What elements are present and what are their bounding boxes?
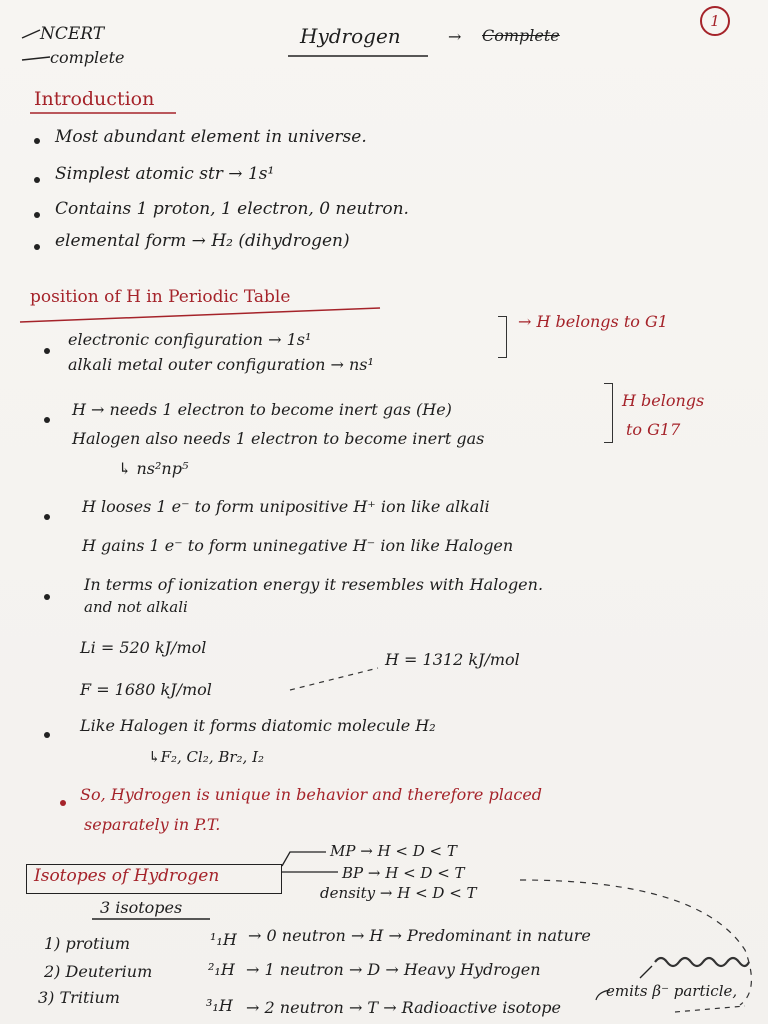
intro-heading: Introduction — [34, 88, 155, 110]
title-arrow: → — [448, 27, 462, 46]
isotope-symbol: ¹₁H — [210, 930, 237, 949]
intro-item: Contains 1 proton, 1 electron, 0 neutron. — [55, 199, 409, 219]
isotope-symbol: ²₁H — [208, 960, 235, 979]
page-number-badge: 1 — [700, 6, 730, 36]
isotope-name: 3) Tritium — [38, 988, 120, 1007]
complete-struck-label: Complete — [482, 26, 560, 45]
complete-sub-label: complete — [50, 48, 125, 67]
isotope-mp: MP → H < D < T — [330, 842, 457, 860]
isotope-symbol: ³₁H — [206, 996, 233, 1015]
ec-line-1: electronic configuration → 1s¹ — [68, 330, 312, 349]
ec-line-2: alkali metal outer configuration → ns¹ — [68, 355, 374, 374]
isotope-detail: → 0 neutron → H → Predominant in nature — [248, 926, 591, 945]
emits-note: emits β⁻ particle, — [606, 982, 738, 1000]
ie-li: Li = 520 kJ/mol — [80, 638, 207, 657]
inert-result-2: to G17 — [626, 420, 681, 439]
isotope-bp: BP → H < D < T — [342, 864, 465, 882]
ie-f: F = 1680 kJ/mol — [80, 680, 212, 699]
ie-line-1: In terms of ionization energy it resembles with Halogen. — [84, 575, 544, 594]
isotope-count: 3 isotopes — [100, 898, 183, 917]
position-heading: position of H in Periodic Table — [30, 287, 291, 307]
unique-line-2: separately in P.T. — [84, 815, 221, 834]
isotope-name: 1) protium — [44, 934, 131, 953]
intro-item: Most abundant element in universe. — [55, 127, 367, 147]
unique-line-1: So, Hydrogen is unique in behavior and therefore placed — [80, 785, 543, 804]
page-title: Hydrogen — [300, 24, 401, 48]
ncert-label: NCERT — [40, 24, 105, 44]
inert-line-2: Halogen also needs 1 electron to become inert gas — [72, 429, 485, 448]
diatomic-line-1: Like Halogen it forms diatomic molecule H₂ — [80, 716, 436, 735]
isotope-detail: → 2 neutron → T → Radioactive isotope — [246, 998, 561, 1017]
intro-item: Simplest atomic str → 1s¹ — [55, 164, 275, 184]
isotopes-heading: Isotopes of Hydrogen — [34, 866, 220, 886]
ie-line-2: and not alkali — [84, 598, 188, 616]
isotope-detail: → 1 neutron → D → Heavy Hydrogen — [246, 960, 541, 979]
isotope-name: 2) Deuterium — [44, 962, 153, 981]
ion-line-1: H looses 1 e⁻ to form unipositive H⁺ ion like alkali — [82, 497, 490, 516]
intro-item: elemental form → H₂ (dihydrogen) — [55, 231, 350, 251]
inert-result-1: H belongs — [622, 391, 705, 410]
isotope-density: density → H < D < T — [320, 884, 477, 902]
inert-line-3: ↳ ns²np⁵ — [118, 459, 189, 478]
diatomic-line-2: ↳F₂, Cl₂, Br₂, I₂ — [148, 748, 265, 766]
ion-line-2: H gains 1 e⁻ to form uninegative H⁻ ion like Halogen — [82, 536, 514, 555]
inert-line-1: H → needs 1 electron to become inert gas (He) — [72, 400, 452, 419]
ie-h: H = 1312 kJ/mol — [385, 650, 520, 669]
ec-result: → H belongs to G1 — [518, 312, 668, 331]
